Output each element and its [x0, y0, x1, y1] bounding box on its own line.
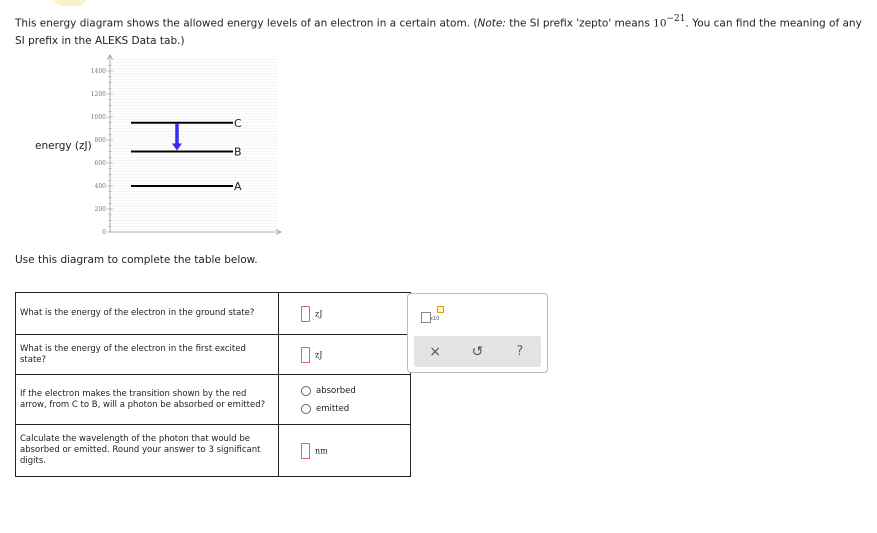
- undo-button[interactable]: ↺: [471, 343, 484, 360]
- tick-label: 600: [94, 160, 106, 167]
- intro-part3: . You can find the meaning of any SI prefix in the ALEKS Data tab.): [15, 17, 862, 47]
- intro-ten: 10: [653, 17, 667, 30]
- unit-label: zJ: [315, 309, 323, 318]
- radio-button[interactable]: [301, 404, 311, 414]
- table-row: [16, 375, 411, 425]
- question-transition: If the electron makes the transition shown by the red arrow, from C to B, will a photon be absorbed or emitted?: [16, 375, 279, 425]
- help-button[interactable]: ?: [516, 344, 524, 359]
- tick-label: 800: [94, 137, 106, 144]
- table-row: [16, 425, 411, 477]
- sci-x10-label: x10: [430, 316, 440, 322]
- intro-exponent: −21: [666, 14, 686, 24]
- ground-state-input[interactable]: [301, 306, 310, 322]
- intro-text: [15, 12, 865, 50]
- intro-part1: This energy diagram shows the allowed energy levels of an electron in a certain atom. (: [15, 17, 478, 30]
- question-ground-state: What is the energy of the electron in the ground state?: [16, 293, 279, 335]
- radio-label-absorbed: absorbed: [316, 385, 356, 396]
- intro-part2: the SI prefix 'zepto' means: [505, 17, 654, 30]
- radio-emitted[interactable]: [301, 400, 406, 418]
- answer-cell: [279, 293, 411, 335]
- answer-toolbox: [407, 293, 548, 373]
- tab-highlight: [54, 0, 86, 6]
- clear-button[interactable]: ×: [429, 343, 442, 360]
- question-table: [15, 292, 411, 477]
- question-wavelength: Calculate the wavelength of the photon that would be absorbed or emitted. Round your answer to 3 significant digits.: [16, 425, 279, 477]
- radio-label-emitted: emitted: [316, 403, 350, 414]
- energy-axis-label: energy (zJ): [35, 140, 92, 152]
- level-label-a: A: [234, 180, 242, 193]
- toolbox-actions: [414, 336, 541, 367]
- tick-label: 1000: [90, 114, 106, 121]
- first-excited-input[interactable]: [301, 347, 310, 363]
- radio-button[interactable]: [301, 386, 311, 396]
- answer-cell: [279, 335, 411, 375]
- answer-cell: [279, 375, 411, 425]
- unit-label: zJ: [315, 350, 323, 359]
- sci-exponent-box-icon: [437, 306, 444, 313]
- intro-note-label: Note:: [477, 17, 506, 30]
- wavelength-input[interactable]: [301, 443, 310, 459]
- tick-label: 400: [94, 183, 106, 190]
- tick-label: 0: [102, 229, 106, 236]
- level-label-c: C: [234, 116, 242, 130]
- unit-label: nm: [315, 446, 328, 455]
- transition-arrow-head: [172, 144, 182, 151]
- question-first-excited: What is the energy of the electron in the first excited state?: [16, 335, 279, 375]
- radio-absorbed[interactable]: [301, 382, 406, 400]
- scientific-notation-button[interactable]: [421, 306, 449, 324]
- tick-label: 1400: [90, 68, 106, 75]
- tick-label: 200: [94, 206, 106, 213]
- energy-diagram: [88, 50, 288, 245]
- table-row: [16, 335, 411, 375]
- level-label-b: B: [234, 145, 242, 159]
- instruction-text: Use this diagram to complete the table below.: [15, 254, 258, 266]
- tick-label: 1200: [90, 91, 106, 98]
- answer-cell: [279, 425, 411, 477]
- table-row: [16, 293, 411, 335]
